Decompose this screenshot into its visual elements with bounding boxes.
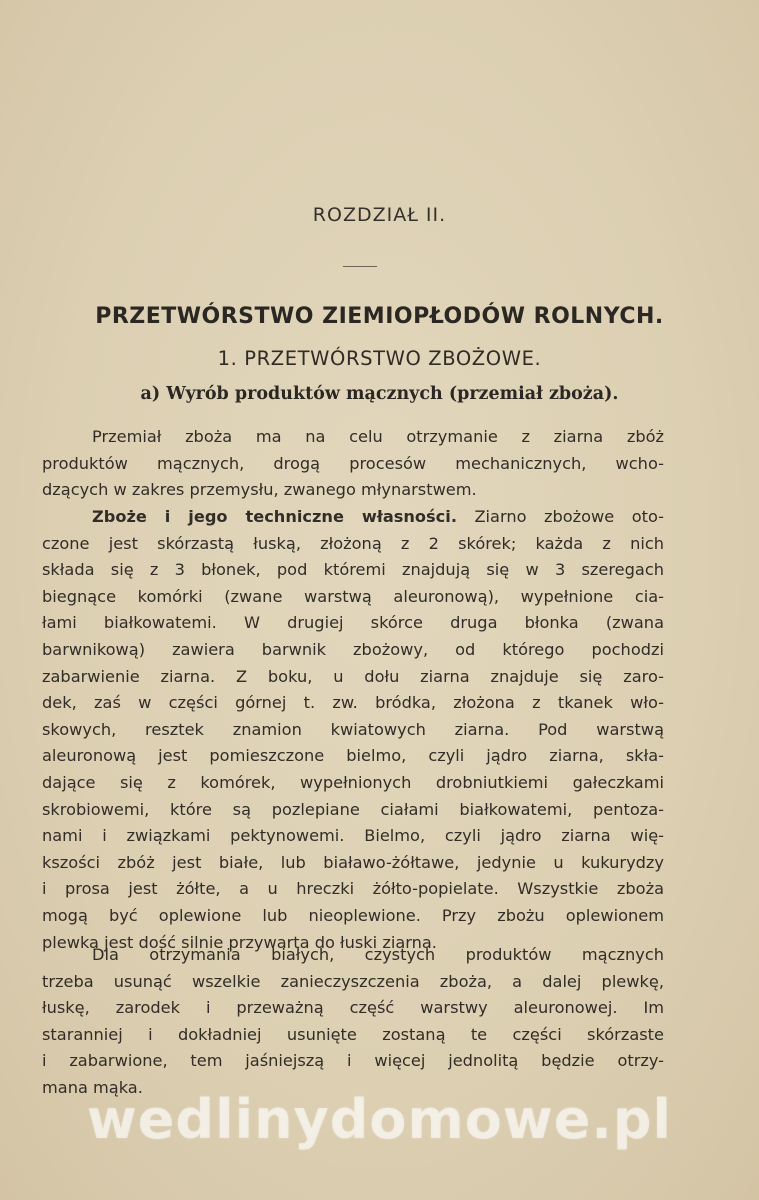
text-line: aleuronową jest pomieszczone bielmo, czyli jądro ziarna, skła- xyxy=(42,746,664,766)
text-line: czone jest skórzastą łuską, złożoną z 2 skórek; każda z nich xyxy=(42,533,664,553)
text-line: zabarwienie ziarna. Z boku, u dołu ziarna znajduje się zaro- xyxy=(42,666,664,686)
text-line: dające się z komórek, wypełnionych drobniutkiemi gałeczkami xyxy=(42,772,664,792)
text-line: mogą być oplewione lub nieoplewione. Przy zbożu oplewionem xyxy=(42,905,664,925)
text-line: kszości zbóż jest białe, lub białawo-żółtawe, jedynie u kukurydzy xyxy=(42,852,664,872)
paragraph-2 xyxy=(42,504,664,956)
text-line: i prosa jest żółte, a u hreczki żółto-popielate. Wszystkie zboża xyxy=(42,879,664,899)
paragraph-lead: Zboże i jego techniczne własności. xyxy=(92,507,457,526)
decorative-rule xyxy=(343,266,377,267)
text-line: dek, zaś w części górnej t. zw. bródka, złożona z tkanek wło- xyxy=(42,693,664,713)
text-line: trzeba usunąć wszelkie zanieczyszczenia zboża, a dalej plewkę, xyxy=(42,971,664,991)
text-line: składa się z 3 błonek, pod któremi znajdują się w 3 szeregach xyxy=(42,560,664,580)
chapter-heading: ROZDZIAŁ II. xyxy=(312,204,447,226)
text-line: biegnące komórki (zwane warstwą aleuronową), wypełnione cia- xyxy=(42,586,664,606)
text-line: i zabarwione, tem jaśniejszą i więcej jednolitą będzie otrzy- xyxy=(42,1051,664,1071)
text-line: plewka jest dość silnie przywarta do łuski ziarna. xyxy=(42,932,437,952)
text-line: Dla otrzymania białych, czystych produktów mącznych xyxy=(92,945,664,964)
text-line: mana mąka. xyxy=(42,1077,143,1097)
subsection-heading: 1. PRZETWÓRSTWO ZBOŻOWE. xyxy=(217,347,542,370)
text-line: Przemiał zboża ma na celu otrzymanie z ziarna zbóż xyxy=(92,427,664,446)
watermark: wedlinydomowe.pl xyxy=(86,1088,673,1151)
text-line: skowych, resztek znamion kwiatowych ziarna. Pod warstwą xyxy=(42,719,664,739)
paragraph-1 xyxy=(42,424,664,504)
text-line: łami białkowatemi. W drugiej skórce druga błonka (zwana xyxy=(42,613,664,633)
text-line: dzących w zakres przemysłu, zwanego młynarstwem. xyxy=(42,480,477,500)
paragraph-3 xyxy=(42,942,664,1102)
text-line: skrobiowemi, które są pozlepiane ciałami białkowatemi, pentoza- xyxy=(42,799,664,819)
text-line: staranniej i dokładniej usunięte zostaną te części skórzaste xyxy=(42,1024,664,1044)
paragraph-lead-rest: Ziarno zbożowe oto- xyxy=(474,507,664,526)
text-line: barwnikową) zawiera barwnik zbożowy, od którego pochodzi xyxy=(42,639,664,659)
text-line: nami i związkami pektynowemi. Bielmo, czyli jądro ziarna wię- xyxy=(42,826,664,846)
text-line xyxy=(42,504,664,531)
page-title: PRZETWÓRSTWO ZIEMIOPŁODÓW ROLNYCH. xyxy=(95,304,664,329)
text-line: produktów mącznych, drogą procesów mechanicznych, wcho- xyxy=(42,453,664,473)
section-heading: a) Wyrób produktów mącznych (przemiał zboża). xyxy=(140,384,619,404)
text-line: łuskę, zarodek i przeważną część warstwy aleuronowej. Im xyxy=(42,998,664,1018)
